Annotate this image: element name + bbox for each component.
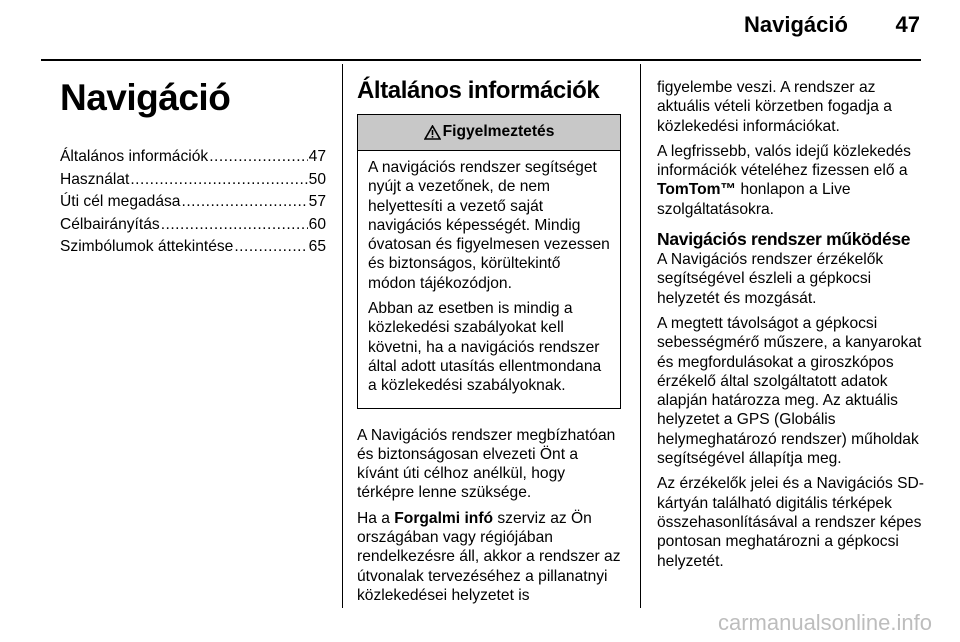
general-info-heading: Általános információk	[357, 77, 600, 104]
running-header-title: Navigáció	[744, 12, 848, 37]
paragraph: A Navigációs rendszer megbízhatóan és biztonságosan elvezeti Önt a kívánt úti célhoz anélkül, hogy térképre lenne szüksége.	[357, 426, 616, 502]
header-rule	[41, 59, 921, 61]
text: A legfrissebb, valós idejű közlekedés információk vételéhez fizessen elő a	[657, 142, 911, 180]
warning-body	[358, 151, 620, 408]
paragraph: A megtett távolságot a gépkocsi sebességmérő műszere, a kanyarokat és megfordulásokat a giroszkópos érzékelő által szolgáltatott adatok alapján határozza meg. Az aktuális helyzetet a GPS (Globális helymeghatározó rendszer) műholdak segítségével állapítja meg.	[657, 314, 922, 468]
toc-item-page: 60	[308, 215, 326, 233]
toc-item[interactable]	[60, 214, 326, 237]
bold-term: TomTom™	[657, 181, 737, 199]
toc-item-label: Általános információk	[60, 148, 209, 165]
warning-triangle-icon	[424, 125, 441, 140]
toc-item-label: Célbairányítás	[60, 215, 160, 233]
toc-item-page: 50	[308, 170, 326, 188]
page-number: 47	[895, 12, 920, 37]
paragraph: A Navigációs rendszer érzékelők segítségével észleli a gépkocsi helyzetét és mozgását.	[657, 251, 884, 307]
toc-leader	[209, 146, 307, 169]
paragraph: Az érzékelők jelei és a Navigációs SD-kártyán található digitális térképek összehasonlításával a rendszer képes pontosan meghatározni a gépkocsi helyzetét.	[657, 475, 924, 570]
toc-item-label: Használat	[60, 170, 130, 188]
column-divider-right	[640, 64, 641, 608]
toc-item-page: 47	[308, 148, 326, 165]
operation-column	[657, 78, 925, 577]
column-divider-left	[342, 64, 343, 608]
table-of-contents	[60, 146, 326, 259]
warning-title: Figyelmeztetés	[442, 123, 555, 140]
toc-item[interactable]	[60, 191, 326, 214]
toc-item[interactable]	[60, 236, 326, 259]
toc-item-page: 57	[308, 193, 326, 211]
section-title: Navigáció	[60, 77, 231, 118]
toc-item-label: Szimbólumok áttekintése	[60, 238, 234, 256]
warning-box	[357, 114, 621, 409]
toc-column	[60, 64, 326, 259]
warning-paragraph: Abban az esetben is mindig a közlekedési szabályokat kell követni, ha a navigációs rendszer által adott utasítás ellentmondana a közlekedési szabályoknak.	[368, 300, 602, 395]
text: szerviz az Ön országában vagy régiójában rendelkezésre áll, akkor a rendszer az útvonalak tervezéséhez a pillanatnyi közlekedései helyzetet is	[357, 509, 621, 604]
paragraph: figyelembe veszi. A rendszer az aktuális vételi körzetben fogadja a közlekedési információkat.	[657, 79, 892, 135]
bold-term: Forgalmi infó	[394, 509, 494, 527]
general-info-column	[357, 64, 621, 611]
warning-header	[358, 115, 620, 151]
warning-paragraph: A navigációs rendszer segítséget nyújt a vezetőnek, de nem helyettesíti a vezető saját navigációs képességét. Mindig óvatosan és figyelmesen vezessen és biztonságos, körültekintő módon tájékozódjon.	[368, 159, 610, 292]
toc-item[interactable]	[60, 169, 326, 192]
toc-item[interactable]	[60, 146, 326, 169]
general-info-text	[357, 426, 621, 606]
operation-heading: Navigációs rendszer működése	[657, 229, 911, 250]
toc-leader	[234, 236, 307, 259]
text: honlapon a Live szolgáltatásokra.	[657, 181, 851, 218]
paragraph	[657, 142, 925, 219]
toc-leader	[181, 191, 307, 214]
toc-leader	[130, 169, 307, 192]
toc-item-label: Úti cél megadása	[60, 193, 181, 211]
toc-leader	[161, 214, 308, 237]
paragraph	[357, 509, 621, 605]
toc-item-page: 65	[308, 238, 326, 256]
watermark: carmanualsonline.info	[717, 610, 932, 635]
text: Ha a	[357, 509, 395, 527]
